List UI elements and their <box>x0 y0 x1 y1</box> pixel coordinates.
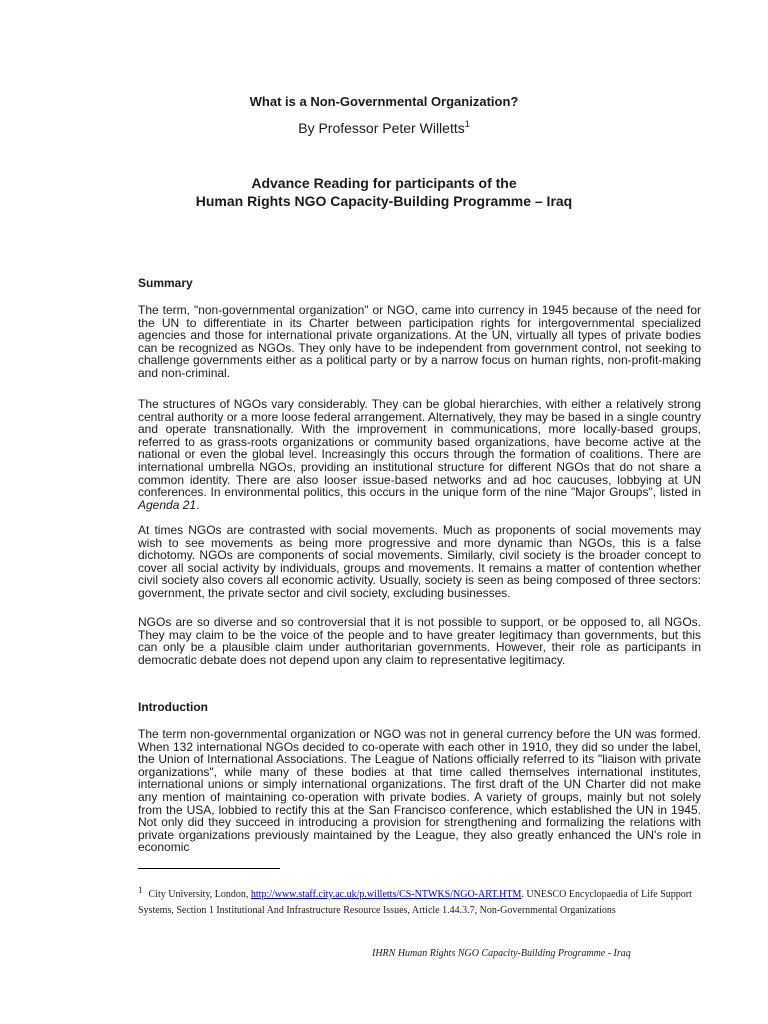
subtitle-line-2: Human Rights NGO Capacity-Building Programme – Iraq <box>195 193 573 209</box>
footnote-reference[interactable]: 1 <box>464 119 470 129</box>
subtitle-line-1: Advance Reading for participants of the <box>251 175 517 191</box>
footnote-separator <box>138 868 280 869</box>
summary-paragraph-1: The term, "non-governmental organization" or NGO, came into currency in 1945 because of the need for the UN to differentiate in its Charter between participation rights for intergovernmental specialized agencies and those for international private organizations. At the UN, virtually all types of private bodies can be recognized as NGOs. They only have to be independent from government control, not seeking to challenge governments either as a political party or by a narrow focus on human rights, non-profit-making and non-criminal. <box>138 303 701 380</box>
document-title: What is a Non-Governmental Organization? <box>249 94 519 109</box>
introduction-heading: Introduction <box>138 700 208 714</box>
agenda-21-italic: Agenda 21 <box>138 497 197 512</box>
footnote <box>138 882 708 919</box>
footnote-text-after: . UNESCO Encyclopaedia of Life Support Systems, Section 1 Institutional And Infrastructure Resource Issues, Article 1.44.3.7, Non-Governmental Organizations <box>138 889 692 916</box>
document-subtitle <box>0 174 768 210</box>
footnote-text-before: City University, London, <box>148 889 251 900</box>
running-footer: IHRN Human Rights NGO Capacity-Building Programme - Iraq <box>372 948 631 959</box>
summary-heading: Summary <box>138 276 193 290</box>
summary-paragraph-2-text: The structures of NGOs vary considerably. They can be global hierarchies, with either a relatively strong central authority or a more loose federal arrangement. Alternatively, they may be based in a single country and operate transnationally. With the improvement in communications, more locally-based groups, referred to as grass-roots organizations or community based organizations, have become active at the national or even the global level. Increasingly this occurs through the formation of coalitions. There are international umbrella NGOs, providing an institutional structure for different NGOs that do not share a common identity. There are also looser issue-based networks and ad hoc caucuses, lobbying at UN conferences. In environmental politics, this occurs in the unique form of the nine "Major Groups", listed in <box>138 397 701 500</box>
summary-paragraph-2 <box>138 398 701 511</box>
footnote-link[interactable]: http://www.staff.city.ac.uk/p.willetts/CS-NTWKS/NGO-ART.HTM <box>250 889 522 900</box>
summary-paragraph-3: At times NGOs are contrasted with social movements. Much as proponents of social movements may wish to see movements as being more progressive and more dynamic than NGOs, this is a false dichotomy. NGOs are components of social movements. Similarly, civil society is the broader concept to cover all social activity by individuals, groups and movements. It remains a matter of contention whether civil society also covers all economic activity. Usually, society is seen as being composed of three sectors: government, the private sector and civil society, excluding businesses. <box>138 523 701 600</box>
summary-paragraph-4: NGOs are so diverse and so controversial that it is not possible to support, or be opposed to, all NGOs. They may claim to be the voice of the people and to have greater legitimacy than governments, but this can only be a plausible claim under authoritarian governments. However, their role as participants in democratic debate does not depend upon any claim to representative legitimacy. <box>138 615 701 667</box>
author-byline <box>0 120 768 136</box>
introduction-paragraph-1: The term non-governmental organization or NGO was not in general currency before the UN was formed. When 132 international NGOs decided to co-operate with each other in 1910, they did so under the label, the Union of International Associations. The League of Nations officially referred to its "liaison with private organizations", while many of these bodies at that time called themselves international institutes, international unions or simply international organizations. The first draft of the UN Charter did not make any mention of maintaining co-operation with private bodies. A variety of groups, mainly but not solely from the USA, lobbied to rectify this at the San Francisco conference, which established the UN in 1945. Not only did they succeed in introducing a provision for strengthening and formalizing the relations with private organizations previously maintained by the League, they also greatly enhanced the UN's role in economic <box>138 727 701 855</box>
author-name: By Professor Peter Willetts <box>298 120 465 136</box>
footnote-marker: 1 <box>138 885 143 895</box>
summary-paragraph-2-end: . <box>196 497 200 512</box>
